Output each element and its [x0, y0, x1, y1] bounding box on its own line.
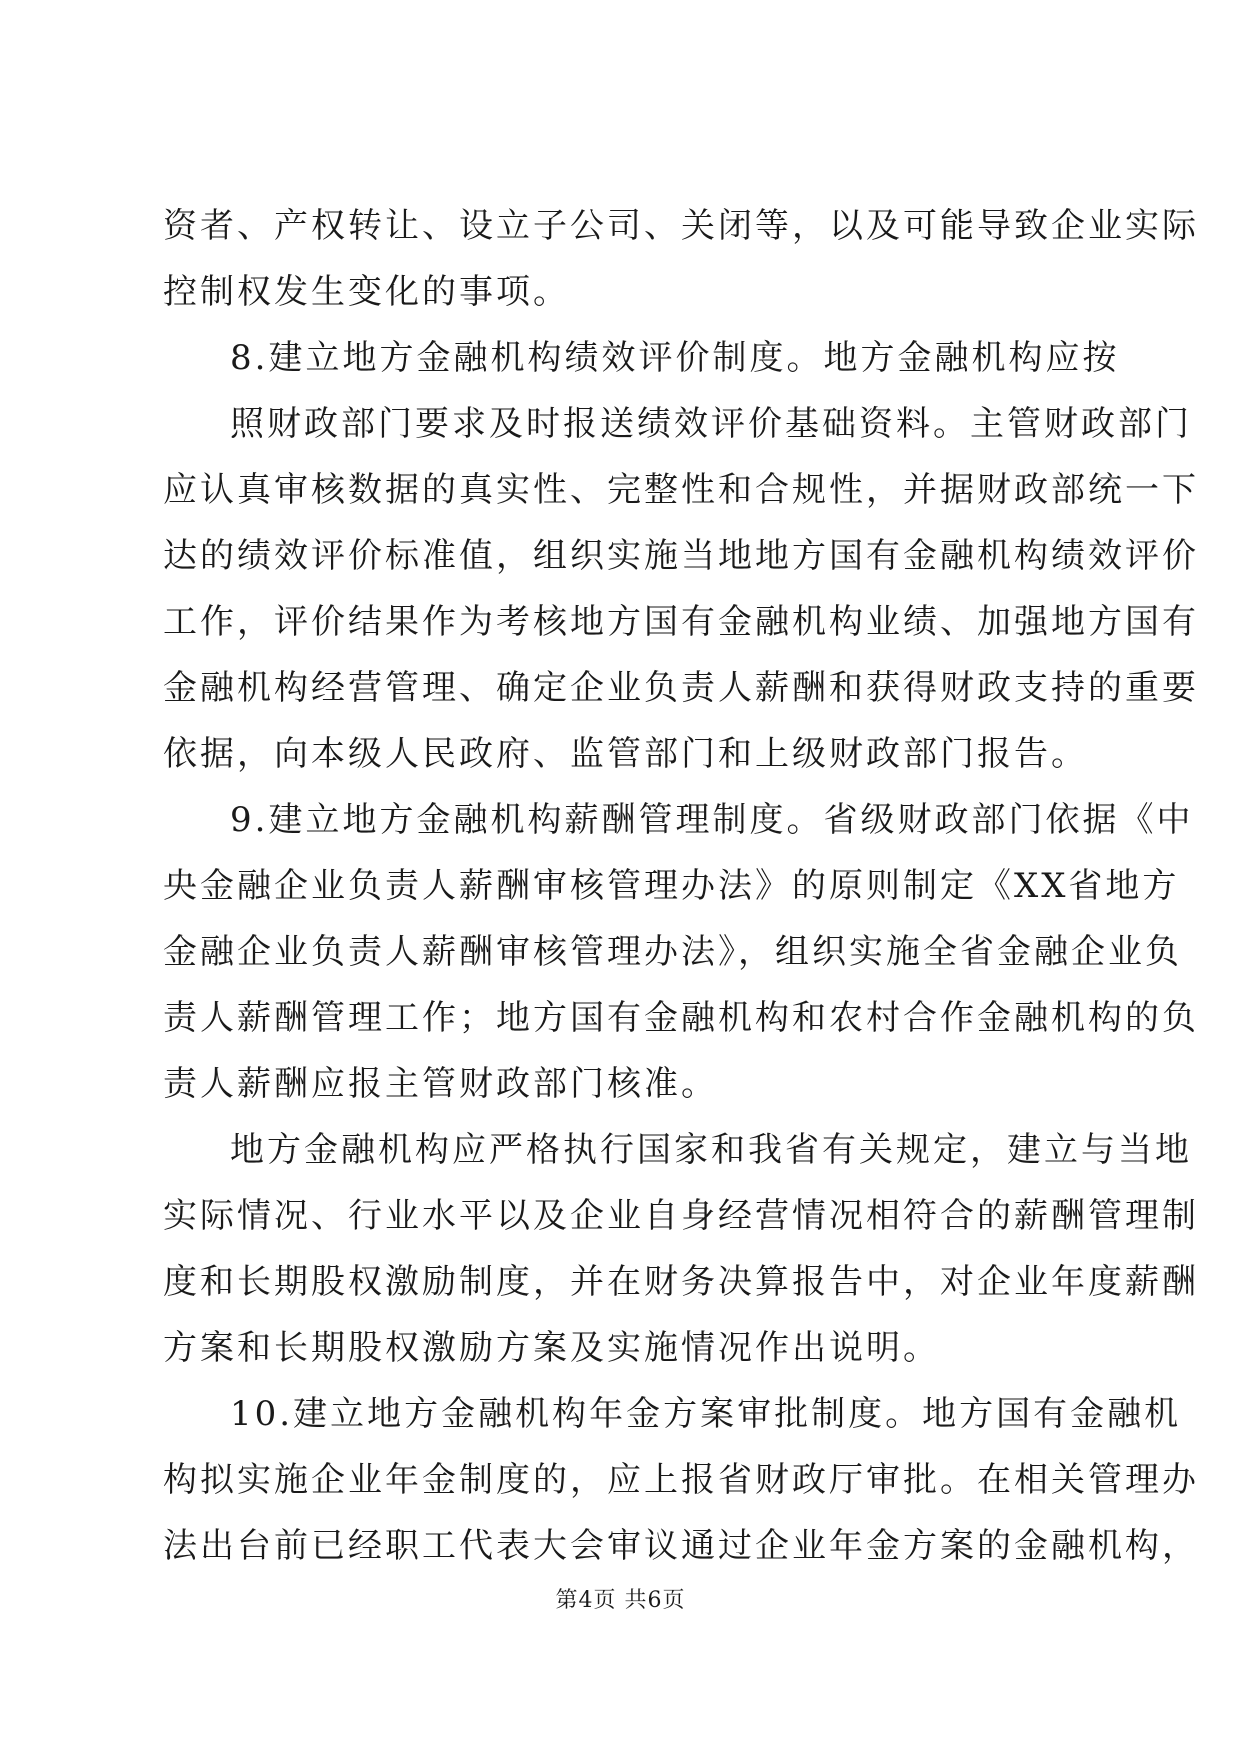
text-line: 资者、产权转让、设立子公司、关闭等，以及可能导致企业实际: [163, 206, 1199, 246]
text-line: 度和长期股权激励制度，并在财务决算报告中，对企业年度薪酬: [163, 1262, 1199, 1302]
text-line: 构拟实施企业年金制度的，应上报省财政厅审批。在相关管理办: [163, 1460, 1199, 1500]
text-line: 照财政部门要求及时报送绩效评价基础资料。主管财政部门: [230, 404, 1192, 444]
text-line: 责人薪酬应报主管财政部门核准。: [163, 1064, 718, 1104]
page-footer: 第4页 共6页: [555, 1588, 686, 1613]
text-line: 9.建立地方金融机构薪酬管理制度。省级财政部门依据《中: [230, 800, 1194, 840]
text-line: 控制权发生变化的事项。: [163, 272, 570, 312]
text-line: 责人薪酬管理工作；地方国有金融机构和农村合作金融机构的负: [163, 998, 1199, 1038]
text-line: 法出台前已经职工代表大会审议通过企业年金方案的金融机构，: [163, 1526, 1199, 1566]
text-line: 实际情况、行业水平以及企业自身经营情况相符合的薪酬管理制: [163, 1196, 1199, 1236]
text-line: 方案和长期股权激励方案及实施情况作出说明。: [163, 1328, 940, 1368]
text-line: 依据，向本级人民政府、监管部门和上级财政部门报告。: [163, 734, 1088, 774]
text-line: 达的绩效评价标准值，组织实施当地地方国有金融机构绩效评价: [163, 536, 1199, 576]
text-line: 应认真审核数据的真实性、完整性和合规性，并据财政部统一下: [163, 470, 1199, 510]
text-line: 金融企业负责人薪酬审核管理办法》，组织实施全省金融企业负: [163, 932, 1182, 972]
text-line: 工作，评价结果作为考核地方国有金融机构业绩、加强地方国有: [163, 602, 1199, 642]
text-line: 央金融企业负责人薪酬审核管理办法》的原则制定《XX省地方: [163, 866, 1180, 906]
text-line: 地方金融机构应严格执行国家和我省有关规定，建立与当地: [230, 1130, 1192, 1170]
text-line: 10.建立地方金融机构年金方案审批制度。地方国有金融机: [230, 1394, 1182, 1434]
text-line: 金融机构经营管理、确定企业负责人薪酬和获得财政支持的重要: [163, 668, 1199, 708]
text-line: 8.建立地方金融机构绩效评价制度。地方金融机构应按: [230, 338, 1120, 378]
